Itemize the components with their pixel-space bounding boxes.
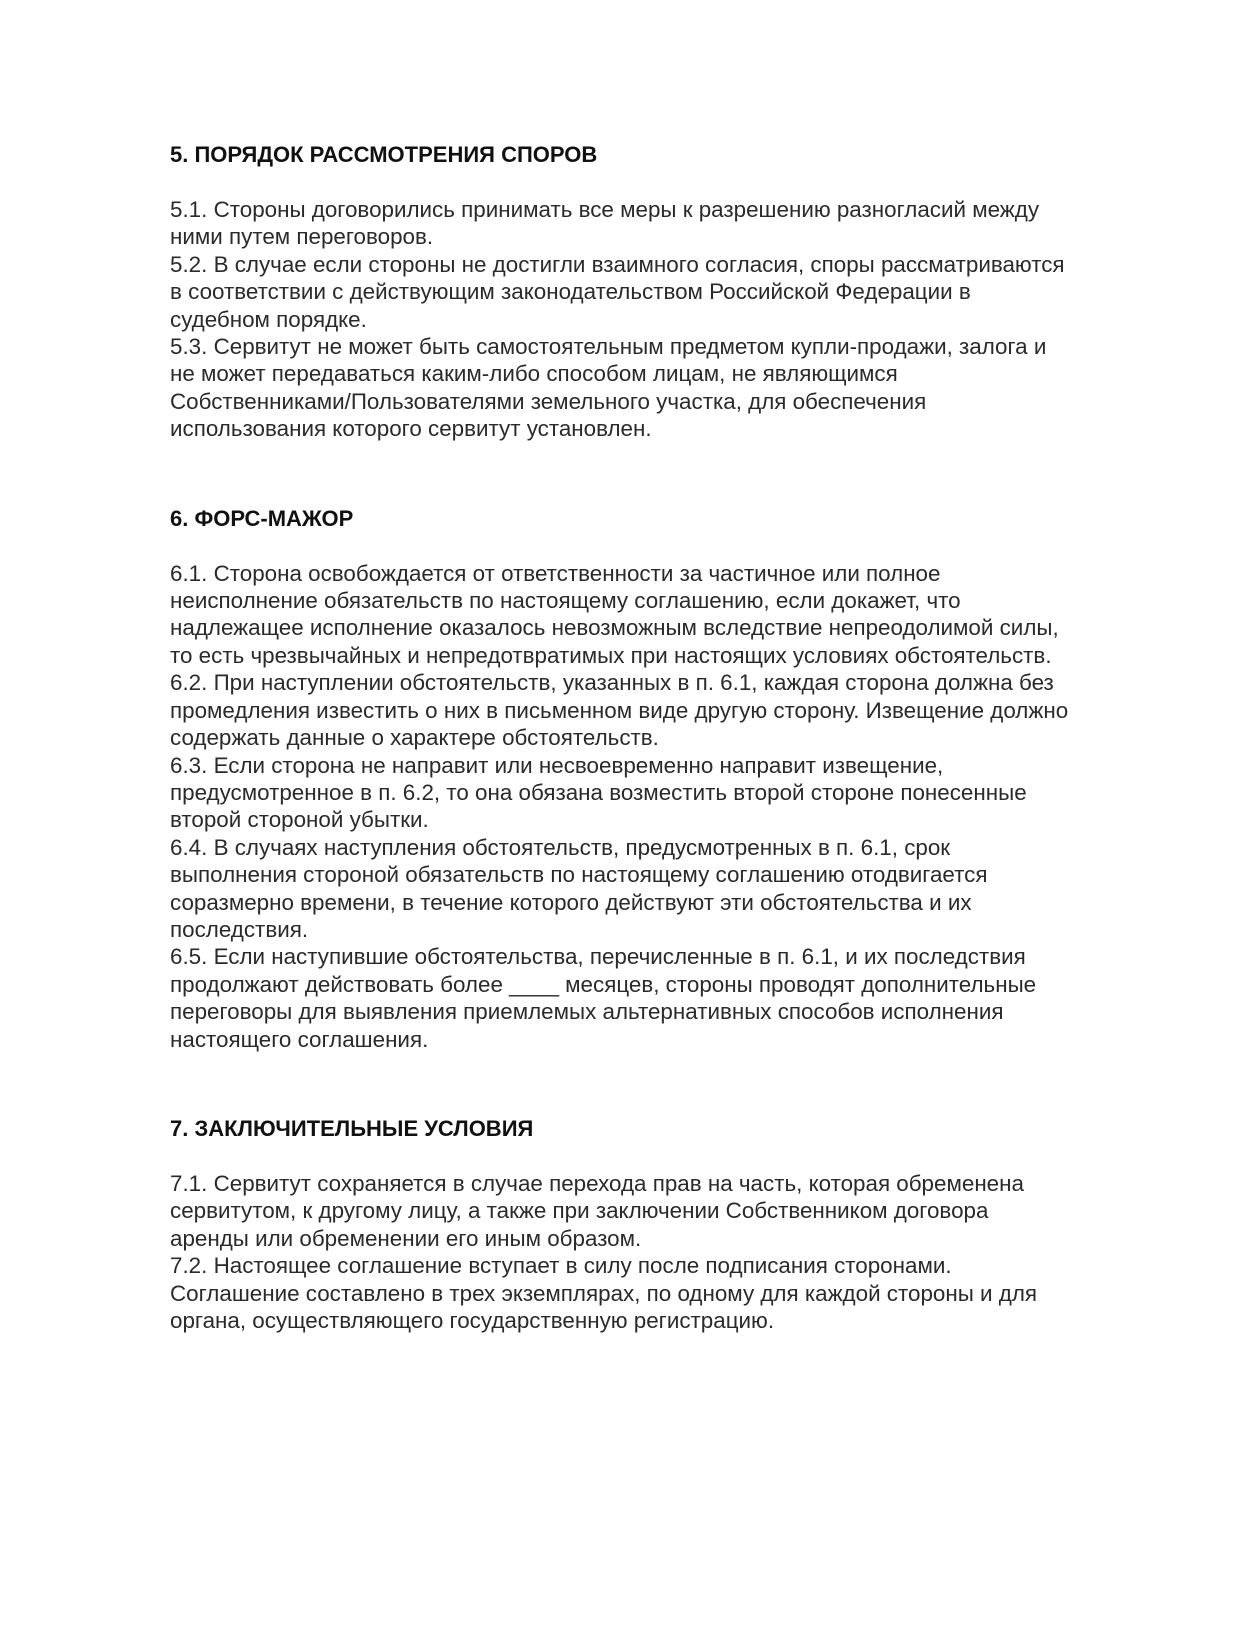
text-line: ними путем переговоров. — [170, 224, 434, 250]
text-line: 6.2. При наступлении обстоятельств, указанных в п. 6.1, каждая сторона должна без — [170, 670, 1054, 696]
section-final-terms — [170, 1115, 1160, 1334]
text-line: 6.5. Если наступившие обстоятельства, перечисленные в п. 6.1, и их последствия — [170, 944, 1026, 970]
text-line: 5.3. Сервитут не может быть самостоятельным предметом купли-продажи, залога и — [170, 334, 1047, 360]
text-line: Собственниками/Пользователями земельного участка, для обеспечения — [170, 388, 927, 414]
section-heading: 6. ФОРС-МАЖОР — [170, 505, 354, 531]
text-line: последствия. — [170, 916, 309, 942]
text-line: предусмотренное в п. 6.2, то она обязана возместить второй стороне понесенные — [170, 779, 1027, 805]
text-line: то есть чрезвычайных и непредотвратимых при настоящих условиях обстоятельств. — [170, 642, 1052, 668]
text-line: 7.2. Настоящее соглашение вступает в силу после подписания сторонами. — [170, 1253, 952, 1279]
section-body — [170, 1170, 1160, 1334]
section-disputes — [170, 141, 1160, 443]
text-line: 6.1. Сторона освобождается от ответственности за частичное или полное — [170, 560, 941, 586]
text-line: сервитутом, к другому лицу, а также при заключении Собственником договора — [170, 1198, 989, 1224]
document-page — [170, 141, 1160, 1334]
text-line: судебном порядке. — [170, 306, 367, 332]
text-line: 6.4. В случаях наступления обстоятельств, предусмотренных в п. 6.1, срок — [170, 834, 951, 860]
text-line: неисполнение обязательств по настоящему соглашению, если докажет, что — [170, 588, 961, 614]
section-heading: 5. ПОРЯДОК РАССМОТРЕНИЯ СПОРОВ — [170, 142, 598, 167]
section-body — [170, 196, 1160, 443]
text-line: второй стороной убытки. — [170, 807, 429, 833]
text-line: использования которого сервитут установлен. — [170, 416, 652, 442]
section-body — [170, 560, 1160, 1053]
section-heading: 7. ЗАКЛЮЧИТЕЛЬНЫЕ УСЛОВИЯ — [170, 1115, 534, 1141]
text-line: надлежащее исполнение оказалось невозможным вследствие непреодолимой силы, — [170, 615, 1059, 641]
text-line: выполнения стороной обязательств по настоящему соглашению отодвигается — [170, 862, 988, 888]
text-line: настоящего соглашения. — [170, 1026, 429, 1052]
text-line: органа, осуществляющего государственную регистрацию. — [170, 1308, 775, 1333]
text-line: аренды или обременении его иным образом. — [170, 1225, 642, 1251]
text-line: не может передаваться каким-либо способом лицам, не являющимся — [170, 361, 898, 387]
text-line: содержать данные о характере обстоятельств. — [170, 725, 659, 751]
text-line: промедления известить о них в письменном виде другую сторону. Извещение должно — [170, 697, 1069, 723]
section-force-majeure — [170, 505, 1160, 1053]
text-line: переговоры для выявления приемлемых альтернативных способов исполнения — [170, 999, 1004, 1025]
text-line: 5.1. Стороны договорились принимать все меры к разрешению разногласий между — [170, 197, 1040, 222]
text-line: 5.2. В случае если стороны не достигли взаимного согласия, споры рассматриваются — [170, 251, 1065, 277]
text-line: 6.3. Если сторона не направит или несвоевременно направит извещение, — [170, 752, 944, 778]
text-line: в соответствии с действующим законодательством Российской Федерации в — [170, 279, 971, 305]
text-line: Соглашение составлено в трех экземплярах, по одному для каждой стороны и для — [170, 1280, 1038, 1306]
text-line: соразмерно времени, в течение которого действуют эти обстоятельства и их — [170, 889, 972, 915]
text-line: 7.1. Сервитут сохраняется в случае перехода прав на часть, которая обременена — [170, 1170, 1024, 1196]
text-line: продолжают действовать более ____ месяцев, стороны проводят дополнительные — [170, 971, 1037, 997]
